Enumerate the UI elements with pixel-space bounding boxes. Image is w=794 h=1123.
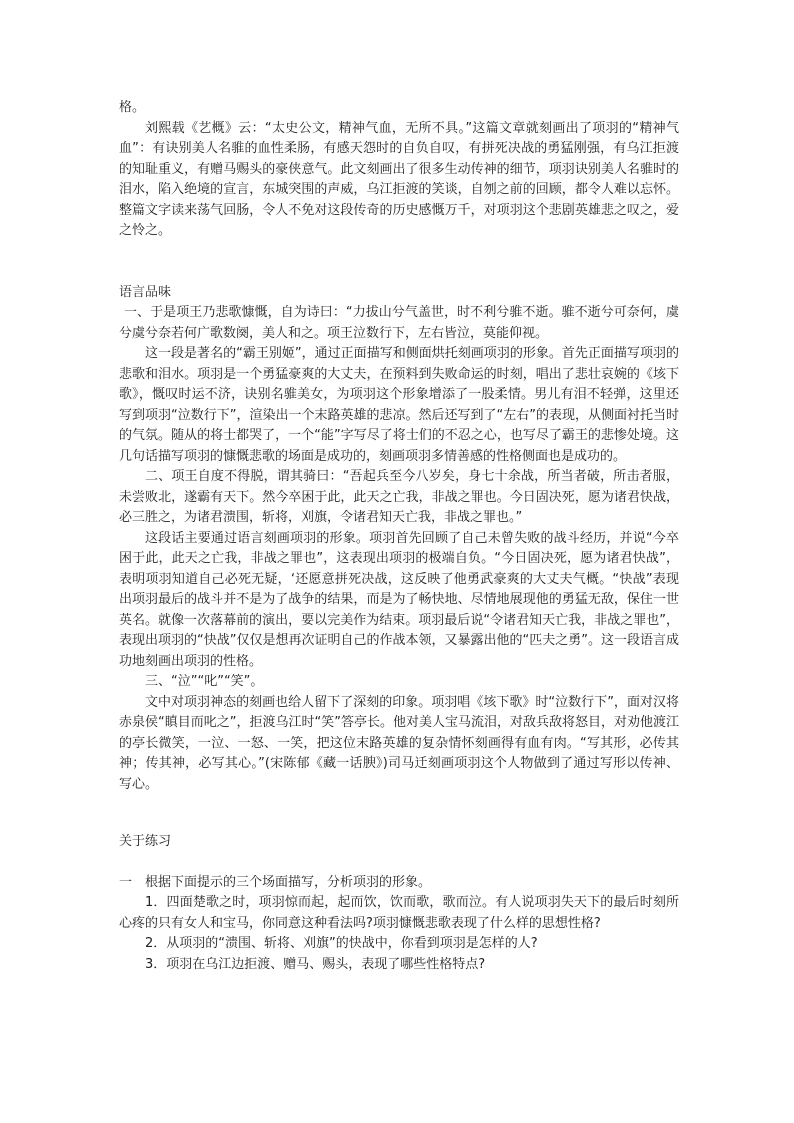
language-paragraph-5: 三、“泣”“叱”“笑”。 (145, 674, 264, 689)
language-paragraph-3: 二、项王自度不得脱，谓其骑曰：“吾起兵至今八岁矣，身七十余战，所当者破，所击者服，未尝败北，遂霸有天下。然今卒困于此，此天之亡我，非战之罪也。今日固决死，愿为诸君快战，必三胜之，为诸君溃围，斩将，刈旗，令诸君知天亡我，非战之罪也。” (119, 469, 679, 525)
language-heading: 语言品味 (119, 284, 172, 300)
language-paragraph-2: 这一段是著名的“霸王别姬”，通过正面描写和侧面烘托刻画项羽的形象。首先正面描写项羽的悲歌和泪水。项羽是一个勇猛豪爽的大丈夫，在预料到失败命运的时刻，唱出了悲壮哀婉的《垓下歌》，慨叹时运不济，诀别名骓美女，为项羽这个形象增添了一股柔情。男儿有泪不轻弹，这里还写到项羽“泣数行下”，渲染出一个末路英雄的悲凉。然后还写到了“左右”的表现，从侧面衬托当时的气氛。随从的将士都哭了，一个“能”字写尽了将士们的不忍之心，也写尽了霸王的悲惨处境。这几句话描写项羽的慷慨悲歌的场面是成功的，刻画项羽多情善感的性格侧面也是成功的。 (119, 346, 679, 464)
exercise-item: 2．从项羽的“溃围、斩将、刈旗”的快战中，你看到项羽是怎样的人? (145, 936, 538, 951)
language-paragraph-4: 这段话主要通过语言刻画项羽的形象。项羽首先回顾了自己未曾失败的战斗经历，并说“今卒困于此，此天之亡我，非战之罪也”，这表现出项羽的极端自负。“今日固决死，愿为诸君快战”，表明项羽知道自己必死无疑，‘还愿意拼死决战，这反映了他勇武豪爽的大丈夫气概。“快战”表现出项羽最后的战斗并不是为了战争的结果，而是为了畅快地、尽情地展现他的勇猛无敌，保住一世英名。就像一次落幕前的演出，要以完美作为结束。项羽最后说“令诸君知天亡我，非战之罪也”，表现出项羽的“快战”仅仅是想再次证明自己的作战本领，又暴露出他的“匹夫之勇”。这一段语言成功地刻画出项羽的性格。 (119, 530, 679, 669)
spacer (119, 853, 679, 873)
intro-fragment: 格。 (119, 100, 146, 115)
intro-paragraph: 刘熙载《艺概》云：“太史公文，精神气血，无所不具。”这篇文章就刻画出了项羽的“精神气血”：有诀别美人名骓的血性柔肠，有感天怨时的自负自叹，有拼死决战的勇猛刚强，有乌江拒渡的知耻重义，有赠马赐头的豪侠意气。此文刻画出了很多生动传神的细节，项羽诀别美人名骓时的泪水，陷入绝境的宣言，东城突围的声威，乌江拒渡的笑谈，自刎之前的回顾，都令人难以忘怀。整篇文字读来荡气回肠，令人不免对这段传奇的历史感慨万千，对项羽这个悲剧英雄悲之叹之，爱之怜之。 (119, 120, 679, 238)
exercise-intro: 一 根据下面提示的三个场面描写，分析项羽的形象。 (119, 874, 432, 890)
exercise-item: 1．四面楚歌之时，项羽惊而起，起而饮，饮而歌，歌而泣。有人说项羽失天下的最后时刻所心疼的只有女人和宝马，你同意这种看法吗?项羽慷慨悲歌表现了什么样的思想性格? (119, 895, 679, 931)
exercise-item: 3．项羽在乌江边拒渡、赠马、赐头，表现了哪些性格特点? (145, 956, 486, 972)
exercise-heading: 关于练习 (119, 834, 172, 849)
document-page (119, 98, 679, 975)
spacer (119, 242, 679, 283)
language-paragraph-1: 一、于是项王乃悲歌慷慨，自为诗曰：“力拔山兮气盖世，时不利兮骓不逝。骓不逝兮可奈何，虞兮虞兮奈若何广歌数阕，美人和之。项王泣数行下，左右皆泣，莫能仰视。 (119, 305, 679, 341)
spacer (119, 795, 679, 832)
language-paragraph-6: 文中对项羽神态的刻画也给人留下了深刻的印象。项羽唱《垓下歌》时“泣数行下”，面对汉将赤泉侯“瞋目而叱之”，拒渡乌江时“笑”答亭长。他对美人宝马流泪，对敌兵敌将怒目，对劝他渡江的亭长微笑，一泣、一怒、一笑，把这位末路英雄的复杂情怀刻画得有血有肉。“写其形，必传其神；传其神，必写其心。”(宋陈郁《藏一话腴》)司马迁刻画项羽这个人物做到了通过写形以传神、写心。 (119, 694, 679, 792)
